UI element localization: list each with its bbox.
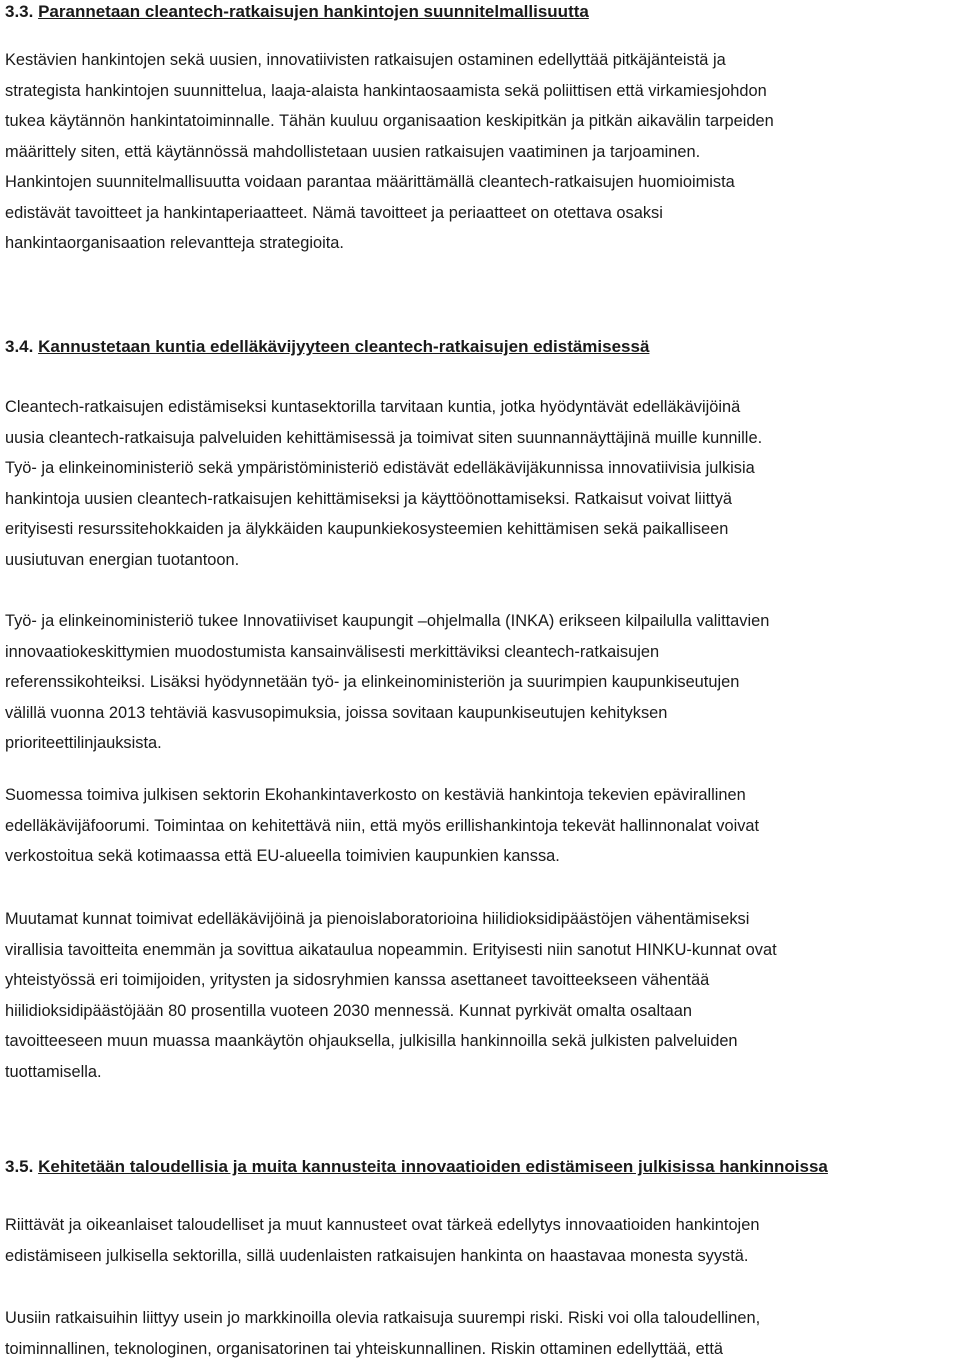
text-line: välillä vuonna 2013 tehtäviä kasvusopimuksia, joissa sovitaan kaupunkiseutujen kehityksen	[5, 698, 769, 729]
text-line: Työ- ja elinkeinoministeriö sekä ympäristöministeriö edistävät edelläkävijäkunnissa innovatiivisia julkisia	[5, 453, 762, 484]
text-line: innovaatiokeskittymien muodostumista kansainvälisesti merkittäviksi cleantech-ratkaisujen	[5, 637, 769, 668]
section-number: 3.4.	[5, 337, 33, 356]
text-line: edistämiseen julkisella sektorilla, sillä uudenlaisten ratkaisujen hankinta on haastavaa monesta syystä.	[5, 1241, 759, 1272]
paragraph	[5, 392, 762, 575]
text-line: virallisia tavoitteita enemmän ja sovittua aikataulua nopeammin. Erityisesti niin sanotut HINKU-kunnat ovat	[5, 935, 777, 966]
text-line: Hankintojen suunnitelmallisuutta voidaan parantaa määrittämällä cleantech-ratkaisujen huomioimista	[5, 167, 774, 198]
text-line: erityisesti resurssitehokkaiden ja älykkäiden kaupunkiekosysteemien kehittämisen sekä paikalliseen	[5, 514, 762, 545]
paragraph	[5, 780, 759, 872]
section-title: Kannustetaan kuntia edelläkävijyyteen cleantech-ratkaisujen edistämisessä	[38, 337, 649, 356]
text-line: edelläkävijäfoorumi. Toimintaa on kehitettävä niin, että myös erillishankintoja tekevät hallinnonalat voivat	[5, 811, 759, 842]
text-line: Uusiin ratkaisuihin liittyy usein jo markkinoilla olevia ratkaisuja suurempi riski. Riski voi olla taloudellinen,	[5, 1303, 760, 1334]
text-line: tukea käytännön hankintatoiminnalle. Tähän kuuluu organisaation keskipitkän ja pitkän aikavälin tarpeiden	[5, 106, 774, 137]
text-line: hankintaorganisaation relevantteja strategioita.	[5, 228, 774, 259]
text-line: hankintoja uusien cleantech-ratkaisujen kehittämiseksi ja käyttöönottamiseksi. Ratkaisut voivat liittyä	[5, 484, 762, 515]
text-line: strategista hankintojen suunnittelua, laaja-alaista hankintaosaamista sekä poliittisen että virkamiesjohdon	[5, 76, 774, 107]
paragraph	[5, 1210, 759, 1271]
text-line: prioriteettilinjauksista.	[5, 728, 769, 759]
section-number: 3.5.	[5, 1157, 33, 1176]
text-line: uusia cleantech-ratkaisuja palveluiden kehittämisessä ja toimivat siten suunnannäyttäjinä muille kunnille.	[5, 423, 762, 454]
text-line: uusiutuvan energian tuotantoon.	[5, 545, 762, 576]
section-title: Kehitetään taloudellisia ja muita kannusteita innovaatioiden edistämiseen julkisissa hankinnoissa	[38, 1157, 828, 1176]
text-line: Muutamat kunnat toimivat edelläkävijöinä ja pienoislaboratorioina hiilidioksidipäästöjen vähentämiseksi	[5, 904, 777, 935]
text-line: verkostoitua sekä kotimaassa että EU-alueella toimivien kaupunkien kanssa.	[5, 841, 759, 872]
paragraph	[5, 606, 769, 759]
text-line: Riittävät ja oikeanlaiset taloudelliset ja muut kannusteet ovat tärkeä edellytys innovaatioiden hankintojen	[5, 1210, 759, 1241]
text-line: tavoitteeseen muun muassa maankäytön ohjauksella, julkisilla hankinnoilla sekä julkisten palveluiden	[5, 1026, 777, 1057]
text-line: Suomessa toimiva julkisen sektorin Ekohankintaverkosto on kestäviä hankintoja tekevien epävirallinen	[5, 780, 759, 811]
text-line: Cleantech-ratkaisujen edistämiseksi kuntasektorilla tarvitaan kuntia, jotka hyödyntävät edelläkävijöinä	[5, 392, 762, 423]
paragraph	[5, 1303, 760, 1364]
section-title: Parannetaan cleantech-ratkaisujen hankintojen suunnitelmallisuutta	[38, 2, 589, 21]
paragraph	[5, 904, 777, 1087]
text-line: yhteistyössä eri toimijoiden, yritysten ja sidosryhmien kanssa asettaneet tavoitteekseen vähentää	[5, 965, 777, 996]
text-line: määrittely siten, että käytännössä mahdollistetaan uusien ratkaisujen vaatiminen ja tarjoaminen.	[5, 137, 774, 168]
text-line: toiminnallinen, teknologinen, organisatorinen tai yhteiskunnallinen. Riskin ottaminen edellyttää, että	[5, 1334, 760, 1364]
text-line: edistävät tavoitteet ja hankintaperiaatteet. Nämä tavoitteet ja periaatteet on otettava osaksi	[5, 198, 774, 229]
text-line: tuottamisella.	[5, 1057, 777, 1088]
text-line: Kestävien hankintojen sekä uusien, innovatiivisten ratkaisujen ostaminen edellyttää pitkäjänteistä ja	[5, 45, 774, 76]
text-line: Työ- ja elinkeinoministeriö tukee Innovatiiviset kaupungit –ohjelmalla (INKA) erikseen kilpailulla valittavien	[5, 606, 769, 637]
paragraph	[5, 45, 774, 259]
section-number: 3.3.	[5, 2, 33, 21]
text-line: referenssikohteiksi. Lisäksi hyödynnetään työ- ja elinkeinoministeriön ja suurimpien kaupunkiseutujen	[5, 667, 769, 698]
section-heading-3-4	[5, 336, 649, 358]
section-heading-3-5	[5, 1156, 828, 1178]
section-heading-3-3	[5, 1, 589, 23]
text-line: hiilidioksidipäästöjään 80 prosentilla vuoteen 2030 mennessä. Kunnat pyrkivät omalta osaltaan	[5, 996, 777, 1027]
